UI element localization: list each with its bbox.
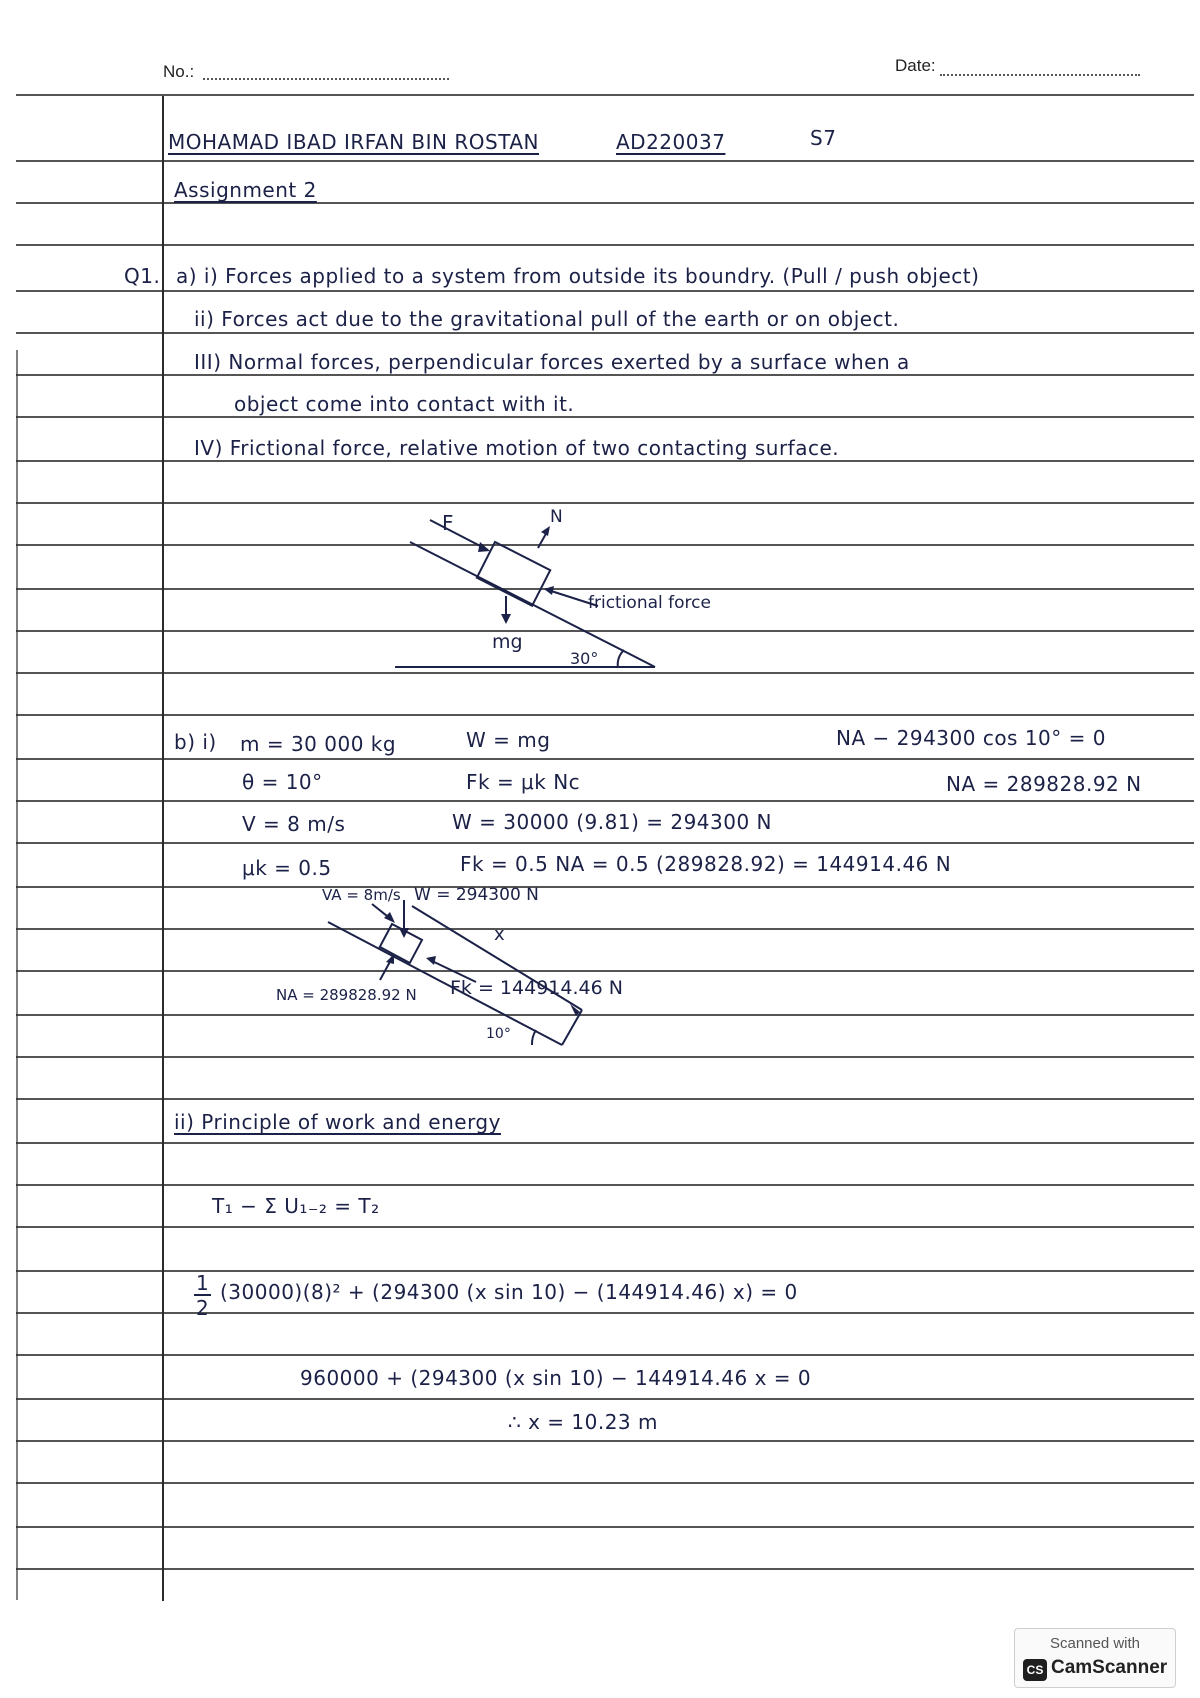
- given-mass: m = 30 000 kg: [240, 732, 397, 756]
- label-w: W = 294300 N: [414, 885, 539, 905]
- simplified-equation: 960000 + (294300 (x sin 10) − 144914.46 x = 0: [300, 1366, 812, 1390]
- student-id: AD220037: [616, 130, 726, 154]
- eq-friction-value: Fk = 0.5 NA = 0.5 (289828.92) = 144914.46 N: [460, 852, 952, 876]
- camscanner-badge: [1014, 1628, 1176, 1688]
- part-b-ii-heading: ii) Principle of work and energy: [174, 1110, 501, 1134]
- fraction-half: [194, 1272, 211, 1320]
- student-name: MOHAMAD IBAD IRFAN BIN ROSTAN: [168, 130, 540, 154]
- left-edge-line: [16, 350, 18, 1600]
- incline-diagram-2: [276, 880, 700, 1060]
- label-va: VA = 8m/s: [322, 886, 401, 904]
- date-label: Date:: [895, 56, 936, 75]
- part-b-label: b) i): [174, 730, 217, 754]
- eq-normal-1: NA − 294300 cos 10° = 0: [836, 726, 1106, 750]
- label-n: N: [550, 507, 563, 527]
- scanned-with-text: Scanned with: [1049, 1635, 1141, 1652]
- label-fk: Fk = 144914.46 N: [450, 977, 623, 999]
- fraction-numerator: 1: [196, 1271, 209, 1295]
- label-angle-30: 30°: [570, 649, 599, 668]
- eq-normal-2: NA = 289828.92 N: [946, 772, 1142, 796]
- answer-a-i: a) i) Forces applied to a system from outside its boundry. (Pull / push object): [176, 264, 980, 288]
- force-f-arrow: [430, 520, 488, 550]
- label-angle-10: 10°: [486, 1026, 511, 1042]
- assignment-title: Assignment 2: [174, 178, 317, 202]
- margin-line: [162, 96, 164, 1601]
- label-na: NA = 289828.92 N: [276, 986, 417, 1004]
- label-x: x: [494, 924, 505, 945]
- answer-a-iv: IV) Frictional force, relative motion of two contacting surface.: [194, 436, 840, 460]
- fraction-denominator: 2: [196, 1296, 209, 1320]
- given-mu: μk = 0.5: [242, 856, 332, 880]
- no-label: No.:: [163, 62, 195, 81]
- question-label: Q1.: [124, 264, 161, 288]
- block: [477, 542, 550, 606]
- eq-weight-formula: W = mg: [466, 728, 551, 752]
- section: S7: [810, 126, 837, 150]
- camscanner-logo-icon: CS: [1023, 1659, 1047, 1681]
- camscanner-text: CamScanner: [1051, 1657, 1168, 1678]
- substituted-equation: (30000)(8)² + (294300 (x sin 10) − (144914.46) x) = 0: [220, 1280, 798, 1304]
- date-dotted-line: [940, 74, 1140, 76]
- label-f: F: [442, 511, 454, 535]
- no-dotted-line: [203, 78, 449, 80]
- incline-diagram-1: [380, 500, 740, 680]
- label-frictional-force: frictional force: [588, 593, 711, 613]
- answer-a-ii: ii) Forces act due to the gravitational pull of the earth or on object.: [194, 307, 900, 331]
- final-answer: ∴ x = 10.23 m: [508, 1410, 658, 1434]
- label-mg: mg: [492, 631, 523, 653]
- energy-equation: T₁ − Σ U₁₋₂ = T₂: [212, 1194, 380, 1218]
- answer-a-iii-line2: object come into contact with it.: [234, 392, 575, 416]
- given-velocity: V = 8 m/s: [242, 812, 346, 836]
- answer-a-iii-line1: III) Normal forces, perpendicular forces exerted by a surface when a: [194, 350, 910, 374]
- eq-weight-value: W = 30000 (9.81) = 294300 N: [452, 810, 773, 834]
- given-angle: θ = 10°: [242, 770, 323, 794]
- eq-friction-formula: Fk = μk Nc: [466, 770, 581, 794]
